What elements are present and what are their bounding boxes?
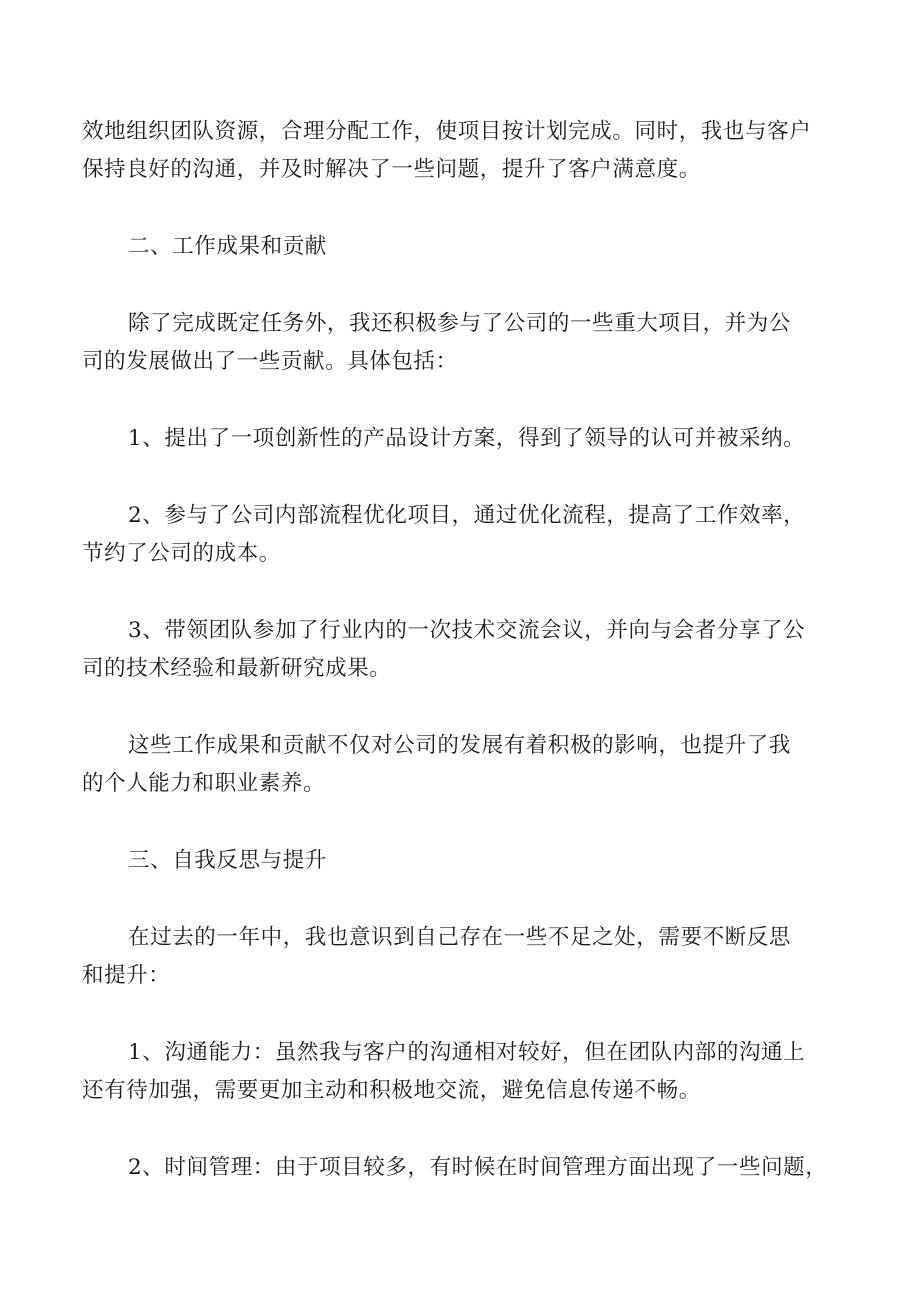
paragraph-contributions-intro [82, 305, 852, 381]
text-line: 和提升： [82, 963, 171, 988]
section-heading-reflection [82, 842, 852, 880]
heading-text: 二、工作成果和贡献 [128, 234, 327, 259]
text-line: 1、提出了一项创新性的产品设计方案，得到了领导的认可并被采纳。 [128, 426, 806, 451]
text-line: 在过去的一年中，我也意识到自己存在一些不足之处，需要不断反思 [128, 925, 792, 950]
text-line: 2、参与了公司内部流程优化项目，通过优化流程，提高了工作效率， [128, 503, 806, 528]
paragraph-results-summary [82, 727, 852, 803]
text-line: 还有待加强，需要更加主动和积极地交流，避免信息传递不畅。 [82, 1078, 701, 1103]
text-line: 1、沟通能力：虽然我与客户的沟通相对较好，但在团队内部的沟通上 [128, 1040, 806, 1065]
text-line: 司的发展做出了一些贡献。具体包括： [82, 349, 458, 374]
list-item-contribution-1 [82, 420, 852, 458]
list-item-contribution-3 [82, 612, 852, 688]
text-line: 司的技术经验和最新研究成果。 [82, 656, 392, 681]
section-heading-results [82, 228, 852, 266]
text-line: 2、时间管理：由于项目较多，有时候在时间管理方面出现了一些问题， [128, 1155, 828, 1180]
text-line: 保持良好的沟通，并及时解决了一些问题，提升了客户满意度。 [82, 157, 701, 182]
text-line: 的个人能力和职业素养。 [82, 771, 326, 796]
list-item-reflection-2 [82, 1149, 852, 1187]
paragraph-reflection-intro [82, 919, 852, 995]
heading-text: 三、自我反思与提升 [128, 848, 327, 873]
text-line: 这些工作成果和贡献不仅对公司的发展有着积极的影响，也提升了我 [128, 733, 792, 758]
list-item-reflection-1 [82, 1034, 852, 1110]
text-line: 效地组织团队资源，合理分配工作，使项目按计划完成。同时，我也与客户 [82, 119, 812, 144]
paragraph-project-management [82, 113, 852, 189]
text-line: 3、带领团队参加了行业内的一次技术交流会议，并向与会者分享了公 [128, 618, 806, 643]
text-line: 除了完成既定任务外，我还积极参与了公司的一些重大项目，并为公 [128, 311, 792, 336]
document-body [82, 113, 852, 1187]
list-item-contribution-2 [82, 497, 852, 573]
text-line: 节约了公司的成本。 [82, 541, 281, 566]
